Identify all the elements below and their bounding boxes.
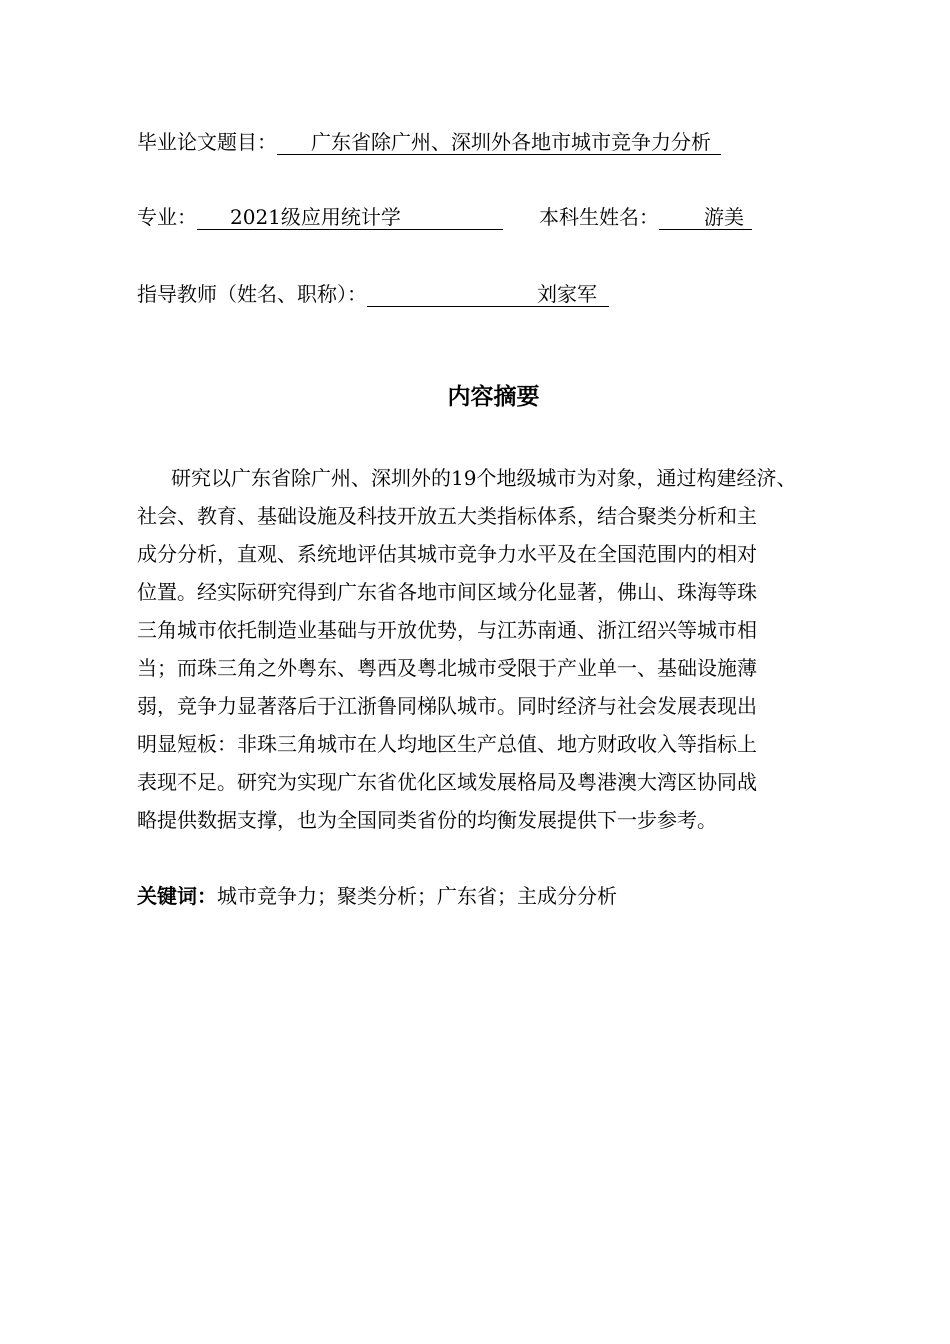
abstract-line: 略提供数据支撑，也为全国同类省份的均衡发展提供下一步参考。: [137, 808, 717, 832]
major-label: 专业：: [137, 205, 197, 229]
student-name-value: 游美: [659, 205, 752, 230]
keywords-value: 城市竞争力；聚类分析；广东省；主成分分析: [217, 884, 617, 908]
abstract-line: 三角城市依托制造业基础与开放优势，与江苏南通、浙江绍兴等城市相: [137, 618, 757, 642]
student-name-label: 本科生姓名：: [539, 205, 659, 229]
abstract-line: 位置。经实际研究得到广东省各地市间区域分化显著，佛山、珠海等珠: [137, 580, 757, 604]
abstract-line: 弱，竞争力显著落后于江浙鲁同梯队城市。同时经济与社会发展表现出: [137, 694, 757, 718]
thesis-title-row: [137, 128, 721, 156]
abstract-line: 成分分析，直观、系统地评估其城市竞争力水平及在全国范围内的相对: [137, 542, 757, 566]
abstract-line: 表现不足。研究为实现广东省优化区域发展格局及粤港澳大湾区协同战: [137, 770, 757, 794]
advisor-label: 指导教师（姓名、职称）：: [137, 282, 367, 306]
abstract-body: [137, 459, 862, 839]
keywords-row: [137, 882, 617, 910]
advisor-row: [137, 280, 609, 308]
thesis-title-value: 广东省除广州、深圳外各地市城市竞争力分析: [277, 130, 721, 155]
abstract-line: 社会、教育、基础设施及科技开放五大类指标体系，结合聚类分析和主: [137, 504, 757, 528]
advisor-name-value: 刘家军: [367, 282, 609, 307]
major-value: 2021级应用统计学: [197, 205, 503, 230]
abstract-line: 明显短板：非珠三角城市在人均地区生产总值、地方财政收入等指标上: [137, 732, 757, 756]
abstract-line: 当；而珠三角之外粤东、粤西及粤北城市受限于产业单一、基础设施薄: [137, 656, 757, 680]
keywords-label: 关键词：: [137, 884, 217, 908]
major-student-row: [137, 203, 752, 231]
thesis-title-label: 毕业论文题目：: [137, 130, 277, 154]
abstract-line: 研究以广东省除广州、深圳外的19个地级城市为对象，通过构建经济、: [171, 466, 797, 490]
abstract-heading: 内容摘要: [447, 384, 540, 410]
